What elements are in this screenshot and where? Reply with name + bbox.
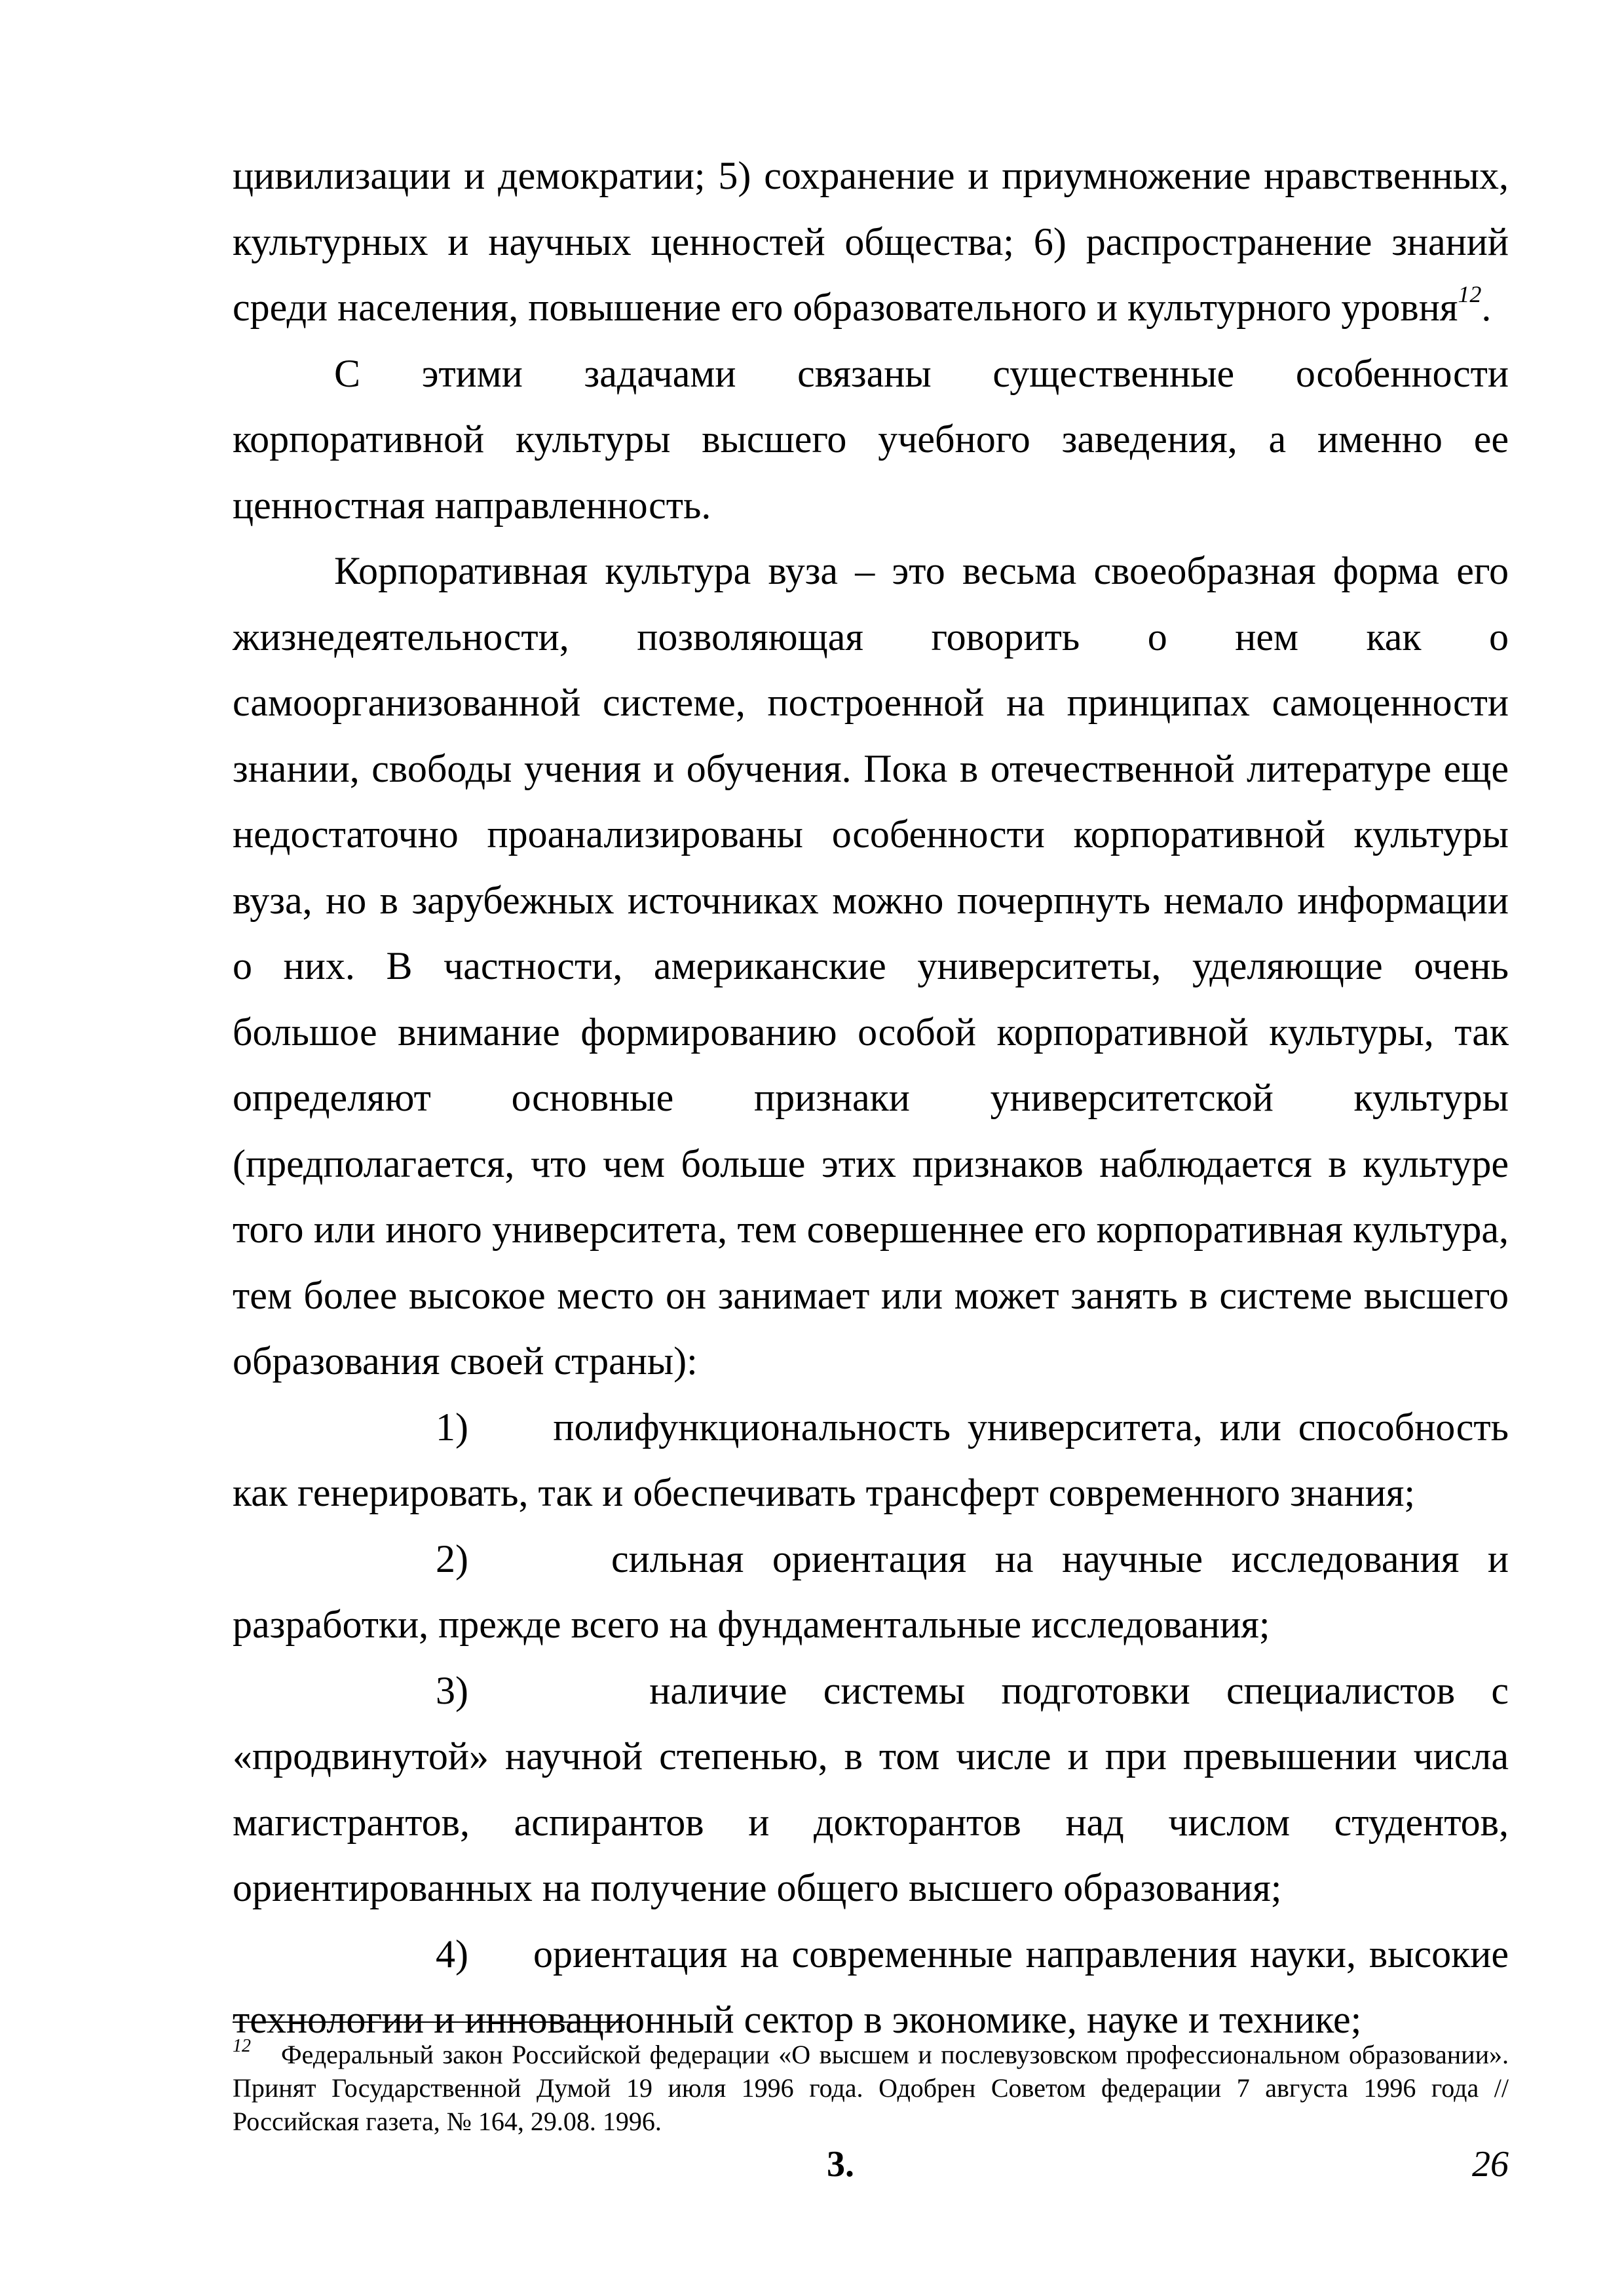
list-item-text: сильная ориентация на научные исследования и разработки, прежде всего на фундаментальные исследования; [233,1537,1509,1646]
list-item [233,1658,1509,1921]
paragraph-1-text: цивилизации и демократии; 5) сохранение и приумножение нравственных, культурных и научных ценностей общества; 6) распространение знаний среди населения, повышение его образовательного и культурного уровня [233,154,1509,329]
footnote-divider [233,2021,626,2023]
paragraph-2: С этими задачами связаны существенные особенности корпоративной культуры высшего учебного заведения, а именно ее ценностная направленность. [233,351,1509,527]
main-text [233,143,1509,2053]
list-item-text: наличие системы подготовки специалистов с «продвинутой» научной степенью, в том числе и при превышении числа магистрантов, аспирантов и докторантов над числом студентов, ориентированных на получение общего высшего образования; [233,1668,1509,1909]
list-item-text: полифункциональность университета, или способность как генерировать, так и обеспечивать трансферт современного знания; [233,1405,1509,1514]
list-item-number: 4) [436,1932,468,1976]
footnote-mark: 12 [233,2036,251,2056]
list-item [233,1394,1509,1526]
list-item-number: 3) [436,1668,468,1712]
paragraph-1 [233,143,1509,341]
footnote-text: Федеральный закон Российской федерации «О высшем и послевузовском профессиональном образовании». Принят Государственной Думой 19 июля 1996 года. Одобрен Советом федерации 7 августа 1996 года // Российская газета, № 164, 29.08. 1996. [233,2040,1509,2136]
paragraph-1-end: . [1481,286,1492,329]
list-item [233,1526,1509,1658]
footnote-reference: 12 [1458,281,1482,307]
section-mark: 3. [827,2144,854,2185]
list-item-number: 1) [436,1405,468,1449]
footnote [233,2038,1509,2138]
list-item-number: 2) [436,1537,468,1580]
list-item-text: ориентация на современные направления науки, высокие технологии и инновационный сектор в экономике, науке и технике; [233,1932,1509,2041]
page-number: 26 [1472,2144,1509,2185]
paragraph-3: Корпоративная культура вуза – это весьма своеобразная форма его жизнедеятельности, позволяющая говорить о нем как о самоорганизованной системе, построенной на принципах самоценности знании, свободы учения и обучения. Пока в отечественной литературе еще недостаточно проанализированы особенности корпоративной культуры вуза, но в зарубежных источниках можно почерпнуть немало информации о них. В частности, американские университеты, уделяющие очень большое внимание формированию особой корпоративной культуры, так определяют основные признаки университетской культуры (предполагается, что чем больше этих признаков наблюдается в культуре того или иного университета, тем совершеннее его корпоративная культура, тем более высокое место он занимает или может занять в системе высшего образования своей страны): [233,549,1509,1383]
list-item [233,1921,1509,2053]
